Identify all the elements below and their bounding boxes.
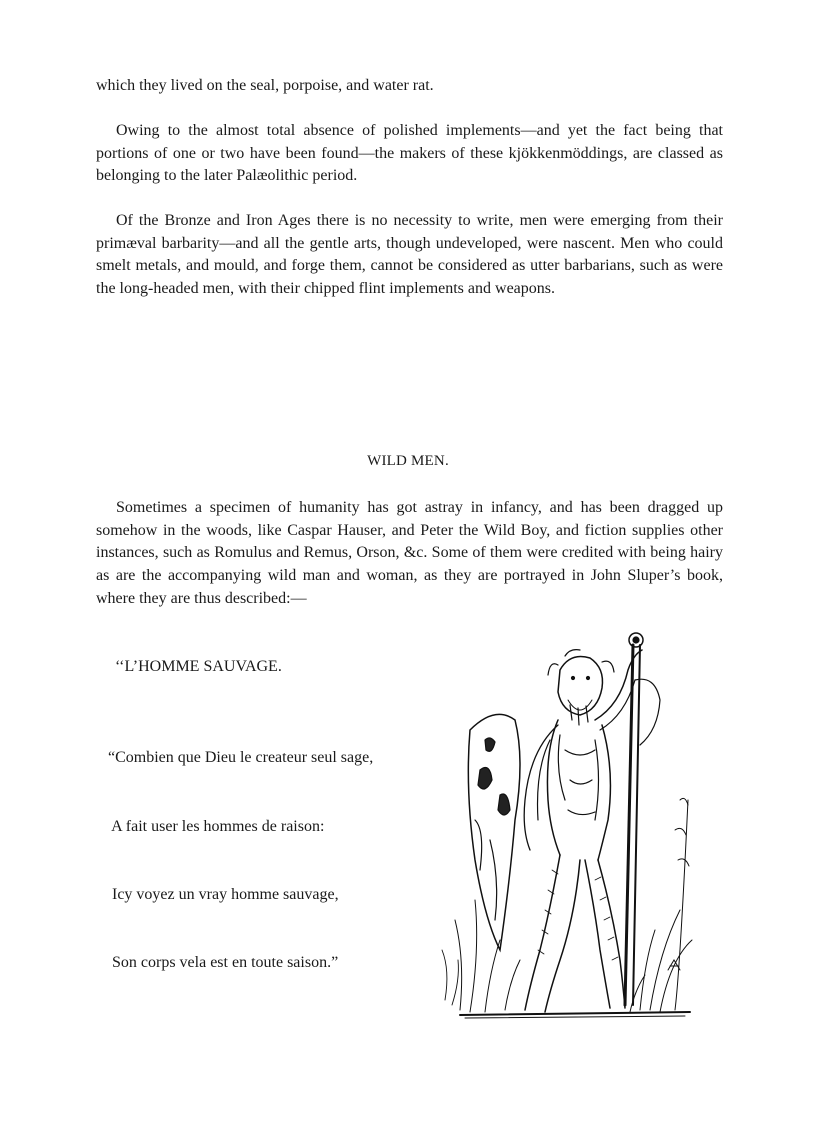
verse-block <box>108 702 373 997</box>
paragraph-bronze-iron: Of the Bronze and Iron Ages there is no necessity to write, men were emerging from their primæval barbarity—and all the gentle arts, though undeveloped, were nascent. Men who could smelt metals, and mould, and forge them, cannot be considered as utter barbarians, such as were the long-headed men, with their chipped flint implements and weapons. <box>96 212 723 298</box>
verse-line: “Combien que Dieu le createur seul sage, <box>108 749 374 767</box>
paragraph-wild-men: Sometimes a specimen of humanity has got astray in infancy, and has been dragged up somehow in the woods, like Caspar Hauser, and Peter the Wild Boy, and fiction supplies other instances, such as Romulus and Remus, Orson, &c. Some of them were credited with being hairy as are the accompanying wild man and woman, as they are portrayed in John Sluper’s book, where they are thus described:— <box>96 499 723 607</box>
verse-line: Icy voyez un vray homme sauvage, <box>108 885 339 903</box>
verse-title: ‘‘L’HOMME SAUVAGE. <box>115 658 282 675</box>
paragraph-continued: which they lived on the seal, porpoise, and water rat. <box>96 77 434 94</box>
wild-man-woodcut-illustration <box>430 620 700 1030</box>
paragraph-palaeolithic: Owing to the almost total absence of polished implements—and yet the fact being that portions of one or two have been found—the makers of these kjökkenmöddings, are classed as belonging to the later Palæolithic period. <box>96 122 723 185</box>
section-heading: WILD MEN. <box>367 453 449 469</box>
verse-line: A fait user les hommes de raison: <box>108 817 325 835</box>
verse-line: Son corps vela est en toute saison.” <box>108 953 339 971</box>
